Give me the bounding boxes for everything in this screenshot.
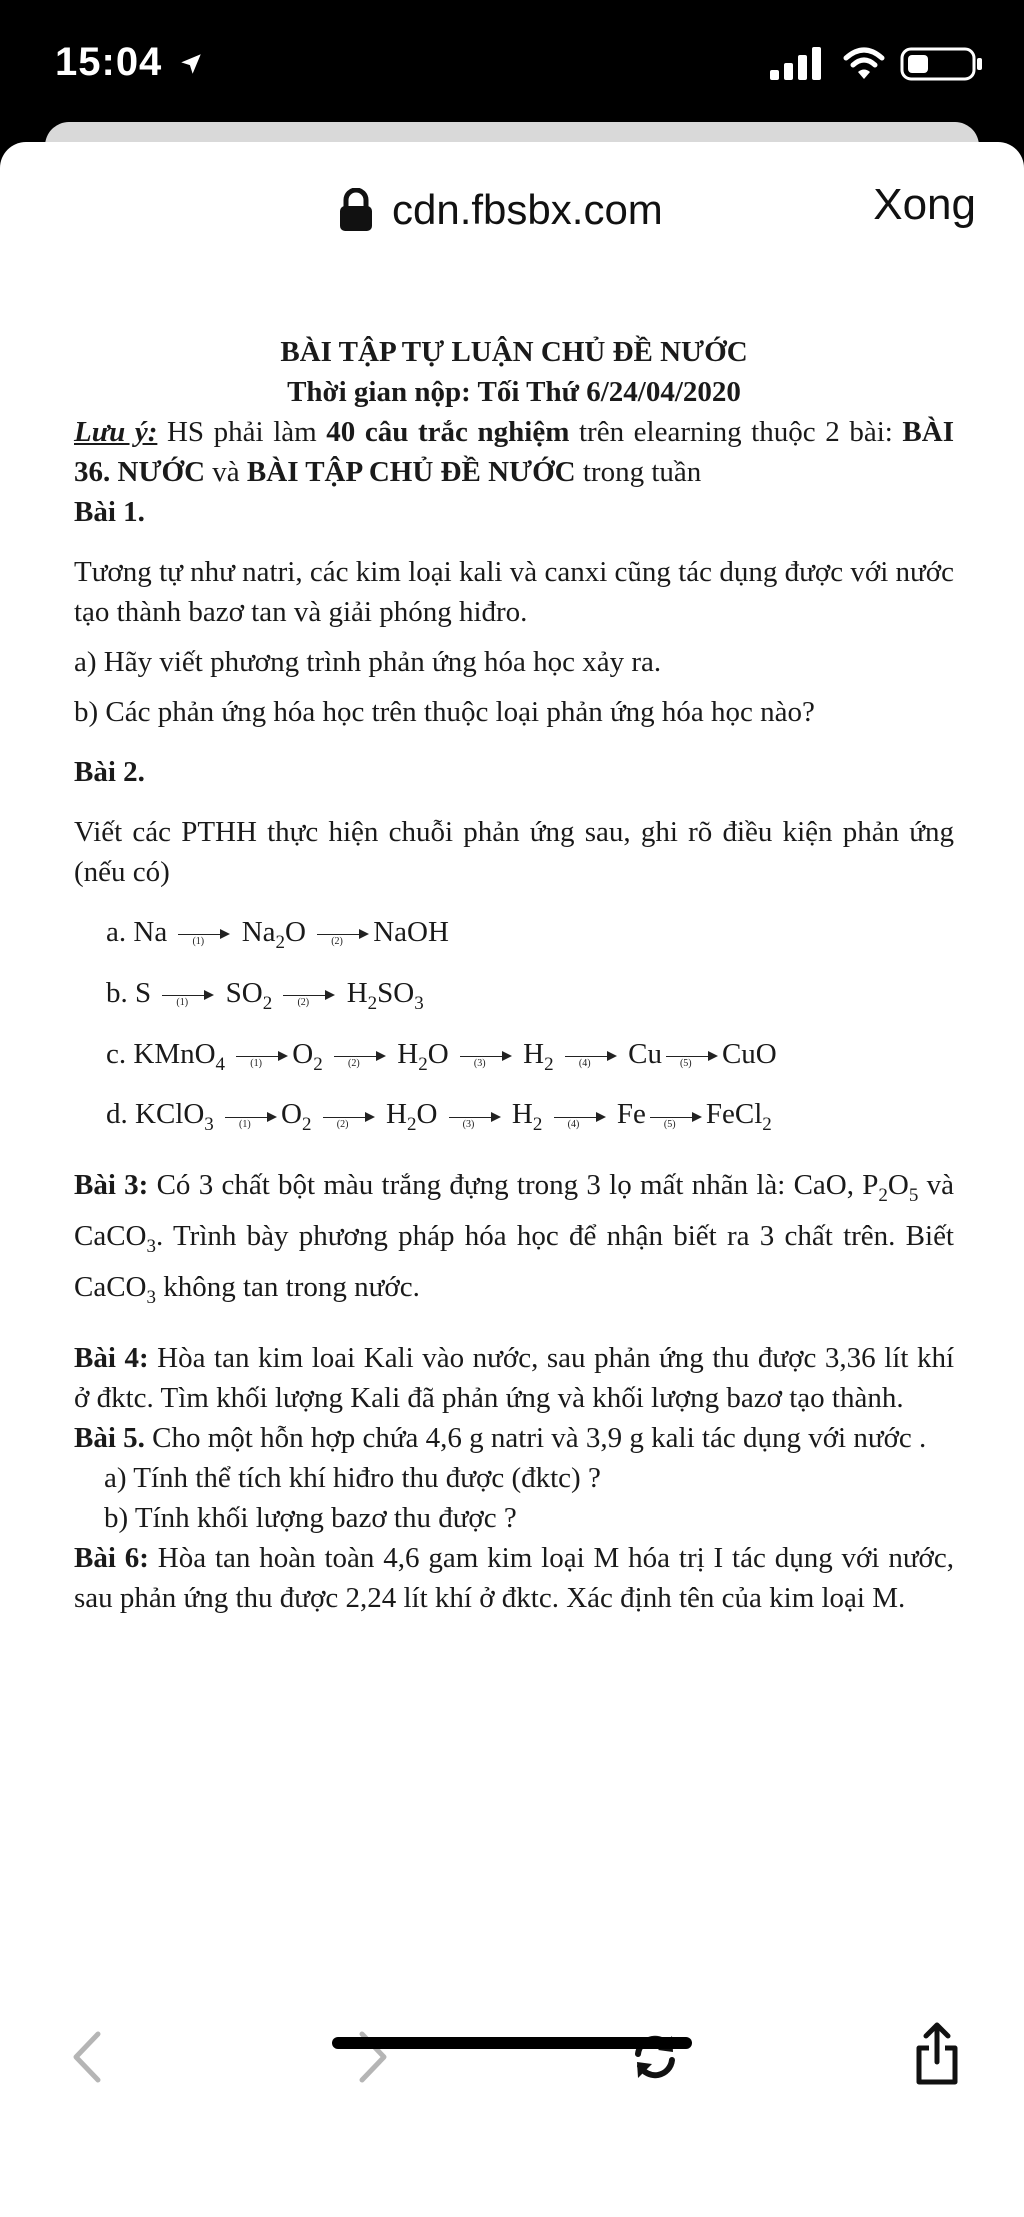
reaction-arrow: (1) [225,1107,277,1127]
done-button[interactable]: Xong [873,180,976,229]
chain-c: c. KMnO$_4$ (1) $O_2$ (2) $H_2O$ (3) $H_2$ (4) Cu (5) CuO [106,1037,777,1075]
bai1-heading: Bài 1. [74,496,145,528]
home-indicator[interactable] [332,2037,692,2049]
share-icon [914,2022,960,2086]
doc-note [74,412,954,492]
bai6-text: Hòa tan hoàn toàn 4,6 gam kim loại M hóa trị I tác dụng với nước, sau phản ứng thu được 2,24 lít khí ở đktc. Xác định tên của kim loại M. [74,1541,954,1614]
bai3-text: không tan trong nước. [156,1270,420,1303]
share-button[interactable] [914,2022,960,2091]
chain-text: a. Na [106,916,168,948]
bai4-text: Hòa tan kim loai Kali vào nước, sau phản ứng thu được 3,36 lít khí ở đktc. Tìm khối lượng Kali đã phản ứng và khối lượng bazơ tạo thành. [74,1341,954,1414]
bai1-question-b: b) Các phản ứng hóa học trên thuộc loại phản ứng hóa học nào? [74,696,815,728]
note-bold: BÀI TẬP CHỦ ĐỀ NƯỚC [246,456,576,488]
bai2-text: Viết các PTHH thực hiện chuỗi phản ứng sau, ghi rõ điều kiện phản ứng (nếu có) [74,816,954,888]
bai4 [74,1338,954,1418]
bai3-text: . Trình bày phương pháp hóa học để nhận biết ra 3 chất trên. Biết CaCO [74,1219,954,1303]
reaction-arrow: (5) [666,1046,718,1066]
reaction-arrow: (1) [178,924,230,944]
status-bar [0,0,1024,130]
browser-navbar [0,142,1024,292]
chain-d: d. KClO$_3$ (1) $O_2$ (2) $H_2O$ (3) $H_2$ (4) Fe (5) FeCl$_2$ [106,1098,772,1136]
document [74,332,954,1618]
back-button[interactable] [70,2030,104,2089]
reaction-arrow: (2) [323,1107,375,1127]
bai4-label: Bài 4: [74,1341,149,1374]
doc-title: BÀI TẬP TỰ LUẬN CHỦ ĐỀ NƯỚC [280,336,748,368]
reaction-arrow: (3) [449,1107,501,1127]
lock-icon [338,188,374,232]
reaction-arrow: (4) [554,1107,606,1127]
chain-text: b. S [106,976,152,1009]
chevron-left-icon [70,2030,104,2084]
bai3-text: và CaCO [74,1169,954,1252]
reaction-arrow: (4) [565,1046,617,1066]
signal-icon [770,46,834,82]
url-bar[interactable] [338,180,663,240]
bai1-question-a: a) Hãy viết phương trình phản ứng hóa học xảy ra. [74,646,662,678]
chain-a: a. Na (1) $Na_2O$ (2) NaOH [106,916,449,953]
wifi-icon [842,46,886,82]
note-bold: BÀI 36. NƯỚC [74,416,954,488]
note-text: trên elearning thuộc 2 bài: [569,416,903,448]
reaction-arrow: (1) [162,985,214,1005]
status-time: 15:04 [55,40,204,85]
chain-text: c. KMnO [106,1037,216,1070]
bai6 [74,1538,954,1618]
reaction-arrow: (2) [317,924,369,944]
bai3-label: Bài 3: [74,1169,149,1202]
url-text: cdn.fbsbx.com [392,186,663,233]
reaction-arrow: (3) [460,1046,512,1066]
bai3-text: Có 3 chất bột màu trắng đựng trong 3 lọ mất nhãn là: CaO, P [148,1169,879,1202]
bai1-text: Tương tự như natri, các kim loại kali và canxi cũng tác dụng được với nước tạo thành bazơ tan và giải phóng hiđro. [74,556,954,628]
bai5-question-a: a) Tính thể tích khí hiđro thu được (đktc) ? [104,1461,601,1494]
bai5-label: Bài 5. [74,1421,145,1454]
bai3: Bài 3: Có 3 chất bột màu trắng đựng trong 3 lọ mất nhãn là: CaO, $P_2O_5$ và CaCO$_3$. Trình bày phương pháp hóa học để nhận biết ra 3 chất trên. Biết CaCO$_3$ không tan trong nước. [74,1169,954,1308]
note-text: và [205,456,247,488]
bai5-text: Cho một hỗn hợp chứa 4,6 g natri và 3,9 g kali tác dụng với nước . [144,1421,927,1454]
note-label: Lưu ý: [74,416,158,448]
chain-text: d. KClO [106,1098,205,1131]
reaction-arrow: (2) [283,985,335,1005]
browser-toolbar [0,1850,1024,2050]
note-bold: 40 câu trắc nghiệm [326,416,570,448]
note-text: HS phải làm [157,416,327,448]
reaction-arrow: (2) [334,1046,386,1066]
bai5-question-b: b) Tính khối lượng bazơ thu được ? [104,1501,517,1534]
note-text: trong tuần [575,456,702,488]
doc-deadline: Thời gian nộp: Tối Thứ 6/24/04/2020 [287,376,741,408]
bai2-heading: Bài 2. [74,756,145,788]
reaction-arrow: (1) [236,1046,288,1066]
battery-icon [900,46,984,82]
bai5 [74,1418,954,1458]
location-arrow-icon [178,51,204,77]
chain-b: b. S (1) $SO_2$ (2) $H_2SO_3$ [106,976,424,1014]
reaction-arrow: (5) [650,1107,702,1127]
bai6-label: Bài 6: [74,1541,149,1574]
